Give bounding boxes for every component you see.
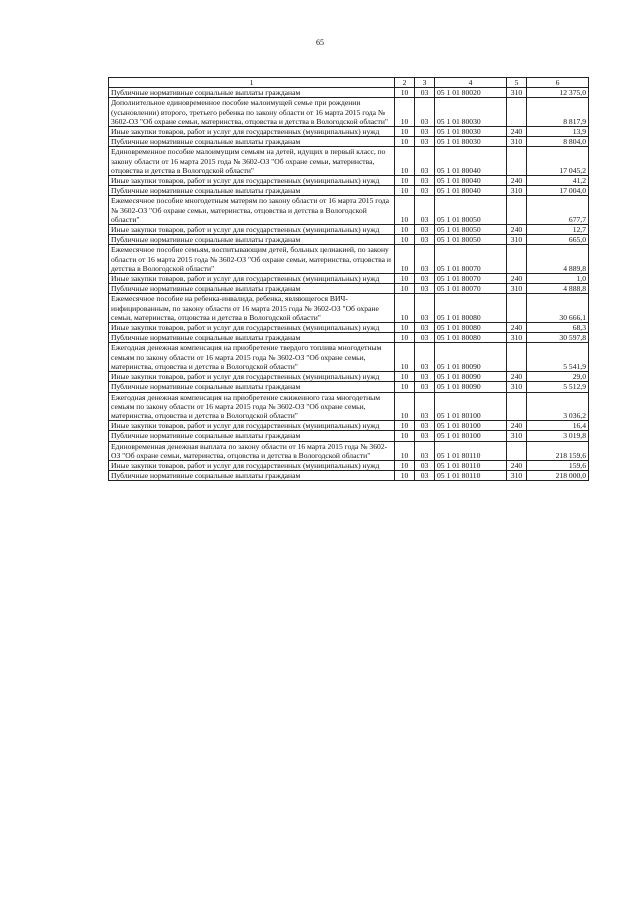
cell-target-article: 05 1 01 80050 <box>435 235 507 245</box>
cell-target-article: 05 1 01 80080 <box>435 323 507 333</box>
cell-target-article: 05 1 01 80070 <box>435 245 507 274</box>
cell-amount: 29,0 <box>527 372 589 382</box>
cell-amount: 1,0 <box>527 274 589 284</box>
cell-amount: 3 019,8 <box>527 431 589 441</box>
cell-section: 10 <box>395 284 415 294</box>
cell-section: 10 <box>395 382 415 392</box>
cell-expense-type: 310 <box>507 137 527 147</box>
cell-target-article: 05 1 01 80110 <box>435 441 507 460</box>
table-row <box>109 235 589 245</box>
cell-section: 10 <box>395 225 415 235</box>
cell-section: 10 <box>395 147 415 176</box>
cell-target-article: 05 1 01 80040 <box>435 186 507 196</box>
page-number: 65 <box>316 38 324 47</box>
cell-subsection: 03 <box>415 392 435 421</box>
table-row <box>109 284 589 294</box>
cell-subsection: 03 <box>415 127 435 137</box>
column-header: 5 <box>507 78 527 88</box>
cell-target-article: 05 1 01 80100 <box>435 392 507 421</box>
column-header: 4 <box>435 78 507 88</box>
header-row <box>109 78 589 88</box>
cell-expense-type: 240 <box>507 127 527 137</box>
cell-description: Публичные нормативные социальные выплаты гражданам <box>109 235 395 245</box>
table-row <box>109 147 589 176</box>
cell-target-article: 05 1 01 80030 <box>435 98 507 127</box>
cell-subsection: 03 <box>415 176 435 186</box>
table-row <box>109 460 589 470</box>
table-row <box>109 392 589 421</box>
cell-section: 10 <box>395 235 415 245</box>
cell-amount: 16,4 <box>527 421 589 431</box>
cell-description: Публичные нормативные социальные выплаты гражданам <box>109 382 395 392</box>
cell-amount: 68,3 <box>527 323 589 333</box>
cell-expense-type: 310 <box>507 333 527 343</box>
cell-subsection: 03 <box>415 274 435 284</box>
cell-target-article: 05 1 01 80090 <box>435 372 507 382</box>
cell-subsection: 03 <box>415 294 435 323</box>
cell-expense-type: 240 <box>507 460 527 470</box>
cell-section: 10 <box>395 343 415 372</box>
cell-subsection: 03 <box>415 343 435 372</box>
cell-section: 10 <box>395 186 415 196</box>
cell-target-article: 05 1 01 80050 <box>435 225 507 235</box>
cell-amount: 159,6 <box>527 460 589 470</box>
cell-section: 10 <box>395 196 415 225</box>
table-row <box>109 471 589 481</box>
cell-description: Публичные нормативные социальные выплаты гражданам <box>109 333 395 343</box>
cell-subsection: 03 <box>415 382 435 392</box>
cell-target-article: 05 1 01 80110 <box>435 460 507 470</box>
cell-target-article: 05 1 01 80080 <box>435 333 507 343</box>
cell-subsection: 03 <box>415 235 435 245</box>
cell-expense-type: 240 <box>507 225 527 235</box>
cell-amount: 5 512,9 <box>527 382 589 392</box>
cell-amount: 17 004,0 <box>527 186 589 196</box>
cell-amount: 8 817,9 <box>527 98 589 127</box>
table-row <box>109 421 589 431</box>
cell-target-article: 05 1 01 80050 <box>435 196 507 225</box>
cell-description: Дополнительное единовременное пособие малоимущей семье при рождении (усыновлении) второго, третьего ребенка по закону области от 16 марта 2015 года № 3602-ОЗ "Об охране семьи, материнства, отцовства и детства в Вологодской области" <box>109 98 395 127</box>
cell-subsection: 03 <box>415 333 435 343</box>
cell-target-article: 05 1 01 80040 <box>435 176 507 186</box>
table-row <box>109 137 589 147</box>
cell-expense-type <box>507 392 527 421</box>
cell-section: 10 <box>395 88 415 98</box>
cell-target-article: 05 1 01 80100 <box>435 421 507 431</box>
table-row <box>109 274 589 284</box>
cell-amount: 4 889,8 <box>527 245 589 274</box>
cell-expense-type <box>507 98 527 127</box>
cell-subsection: 03 <box>415 460 435 470</box>
cell-description: Публичные нормативные социальные выплаты гражданам <box>109 137 395 147</box>
cell-expense-type: 240 <box>507 372 527 382</box>
cell-amount: 13,9 <box>527 127 589 137</box>
cell-expense-type: 240 <box>507 274 527 284</box>
cell-description: Иные закупки товаров, работ и услуг для государственных (муниципальных) нужд <box>109 225 395 235</box>
cell-expense-type <box>507 294 527 323</box>
cell-subsection: 03 <box>415 284 435 294</box>
cell-amount: 3 036,2 <box>527 392 589 421</box>
cell-description: Иные закупки товаров, работ и услуг для государственных (муниципальных) нужд <box>109 127 395 137</box>
cell-expense-type <box>507 441 527 460</box>
table-row <box>109 441 589 460</box>
cell-section: 10 <box>395 333 415 343</box>
cell-description: Ежемесячное пособие семьям, воспитывающим детей, больных целиакией, по закону области от 16 марта 2015 года № 3602-ОЗ "Об охране семьи, материнства, отцовства и детства в Вологодской области" <box>109 245 395 274</box>
cell-description: Иные закупки товаров, работ и услуг для государственных (муниципальных) нужд <box>109 460 395 470</box>
cell-subsection: 03 <box>415 88 435 98</box>
cell-target-article: 05 1 01 80030 <box>435 127 507 137</box>
cell-description: Ежемесячное пособие многодетным матерям по закону области от 16 марта 2015 года № 3602-ОЗ "Об охране семьи, материнства, отцовства и детства в Вологодской области" <box>109 196 395 225</box>
cell-amount: 30 666,1 <box>527 294 589 323</box>
table-row <box>109 372 589 382</box>
cell-expense-type: 310 <box>507 431 527 441</box>
cell-amount: 30 597,8 <box>527 333 589 343</box>
table-row <box>109 98 589 127</box>
cell-section: 10 <box>395 460 415 470</box>
table-row <box>109 333 589 343</box>
cell-section: 10 <box>395 431 415 441</box>
cell-expense-type: 240 <box>507 176 527 186</box>
cell-section: 10 <box>395 372 415 382</box>
cell-target-article: 05 1 01 80110 <box>435 471 507 481</box>
cell-subsection: 03 <box>415 245 435 274</box>
cell-subsection: 03 <box>415 98 435 127</box>
cell-subsection: 03 <box>415 147 435 176</box>
column-header: 3 <box>415 78 435 88</box>
column-header: 6 <box>527 78 589 88</box>
cell-target-article: 05 1 01 80030 <box>435 137 507 147</box>
cell-amount: 17 045,2 <box>527 147 589 176</box>
cell-description: Публичные нормативные социальные выплаты гражданам <box>109 88 395 98</box>
cell-target-article: 05 1 01 80100 <box>435 431 507 441</box>
cell-amount: 677,7 <box>527 196 589 225</box>
cell-section: 10 <box>395 421 415 431</box>
cell-expense-type: 240 <box>507 421 527 431</box>
cell-amount: 5 541,9 <box>527 343 589 372</box>
cell-description: Иные закупки товаров, работ и услуг для государственных (муниципальных) нужд <box>109 176 395 186</box>
cell-description: Иные закупки товаров, работ и услуг для государственных (муниципальных) нужд <box>109 323 395 333</box>
table-row <box>109 176 589 186</box>
table-row <box>109 225 589 235</box>
cell-description: Иные закупки товаров, работ и услуг для государственных (муниципальных) нужд <box>109 421 395 431</box>
cell-subsection: 03 <box>415 196 435 225</box>
cell-section: 10 <box>395 127 415 137</box>
cell-target-article: 05 1 01 80040 <box>435 147 507 176</box>
cell-expense-type: 310 <box>507 284 527 294</box>
cell-subsection: 03 <box>415 186 435 196</box>
cell-expense-type: 310 <box>507 235 527 245</box>
cell-target-article: 05 1 01 80080 <box>435 294 507 323</box>
cell-section: 10 <box>395 176 415 186</box>
cell-section: 10 <box>395 245 415 274</box>
table-row <box>109 127 589 137</box>
cell-expense-type <box>507 196 527 225</box>
cell-description: Публичные нормативные социальные выплаты гражданам <box>109 284 395 294</box>
cell-description: Публичные нормативные социальные выплаты гражданам <box>109 431 395 441</box>
cell-section: 10 <box>395 274 415 284</box>
cell-amount: 218 159,6 <box>527 441 589 460</box>
column-header: 1 <box>109 78 395 88</box>
cell-amount: 218 000,0 <box>527 471 589 481</box>
cell-amount: 12 375,0 <box>527 88 589 98</box>
cell-expense-type: 310 <box>507 88 527 98</box>
cell-target-article: 05 1 01 80070 <box>435 284 507 294</box>
table-row <box>109 343 589 372</box>
cell-description: Ежегодная денежная компенсация на приобретение твердого топлива многодетным семьям по закону области от 16 марта 2015 года № 3602-ОЗ "Об охране семьи, материнства, отцовства и детства в Вологодской области" <box>109 343 395 372</box>
cell-subsection: 03 <box>415 471 435 481</box>
cell-section: 10 <box>395 392 415 421</box>
cell-target-article: 05 1 01 80070 <box>435 274 507 284</box>
cell-description: Публичные нормативные социальные выплаты гражданам <box>109 471 395 481</box>
cell-description: Иные закупки товаров, работ и услуг для государственных (муниципальных) нужд <box>109 274 395 284</box>
cell-amount: 4 888,8 <box>527 284 589 294</box>
cell-subsection: 03 <box>415 441 435 460</box>
cell-amount: 665,0 <box>527 235 589 245</box>
cell-section: 10 <box>395 471 415 481</box>
cell-description: Единовременное пособие малоимущим семьям на детей, идущих в первый класс, по закону области от 16 марта 2015 года № 3602-ОЗ "Об охране семьи, материнства, отцовства и детства в Вологодской области" <box>109 147 395 176</box>
cell-expense-type: 240 <box>507 323 527 333</box>
column-header: 2 <box>395 78 415 88</box>
table-row <box>109 88 589 98</box>
cell-expense-type <box>507 147 527 176</box>
cell-amount: 12,7 <box>527 225 589 235</box>
table-row <box>109 323 589 333</box>
cell-section: 10 <box>395 441 415 460</box>
cell-expense-type: 310 <box>507 186 527 196</box>
cell-target-article: 05 1 01 80090 <box>435 343 507 372</box>
cell-expense-type: 310 <box>507 382 527 392</box>
cell-description: Единовременная денежная выплата по закону области от 16 марта 2015 года № 3602-ОЗ "Об охране семьи, материнства, отцовства и детства в Вологодской области" <box>109 441 395 460</box>
cell-subsection: 03 <box>415 421 435 431</box>
cell-target-article: 05 1 01 80090 <box>435 382 507 392</box>
cell-expense-type: 310 <box>507 471 527 481</box>
cell-subsection: 03 <box>415 323 435 333</box>
cell-subsection: 03 <box>415 137 435 147</box>
table-row <box>109 245 589 274</box>
table-row <box>109 294 589 323</box>
cell-target-article: 05 1 01 80020 <box>435 88 507 98</box>
budget-table <box>108 77 589 481</box>
cell-subsection: 03 <box>415 372 435 382</box>
table-row <box>109 382 589 392</box>
cell-section: 10 <box>395 294 415 323</box>
cell-expense-type <box>507 245 527 274</box>
cell-description: Публичные нормативные социальные выплаты гражданам <box>109 186 395 196</box>
cell-section: 10 <box>395 323 415 333</box>
cell-description: Иные закупки товаров, работ и услуг для государственных (муниципальных) нужд <box>109 372 395 382</box>
cell-subsection: 03 <box>415 431 435 441</box>
table-row <box>109 431 589 441</box>
cell-description: Ежемесячное пособие на ребенка-инвалида, ребенка, являющегося ВИЧ-инфицированным, по закону области от 16 марта 2015 года № 3602-ОЗ "Об охране семьи, материнства, отцовства и детства в Вологодской области" <box>109 294 395 323</box>
cell-subsection: 03 <box>415 225 435 235</box>
cell-description: Ежегодная денежная компенсация на приобретение сжиженного газа многодетным семьям по закону области от 16 марта 2015 года № 3602-ОЗ "Об охране семьи, материнства, отцовства и детства в Вологодской области" <box>109 392 395 421</box>
cell-amount: 41,2 <box>527 176 589 186</box>
table-row <box>109 186 589 196</box>
cell-expense-type <box>507 343 527 372</box>
cell-section: 10 <box>395 98 415 127</box>
cell-section: 10 <box>395 137 415 147</box>
table-row <box>109 196 589 225</box>
cell-amount: 8 804,0 <box>527 137 589 147</box>
